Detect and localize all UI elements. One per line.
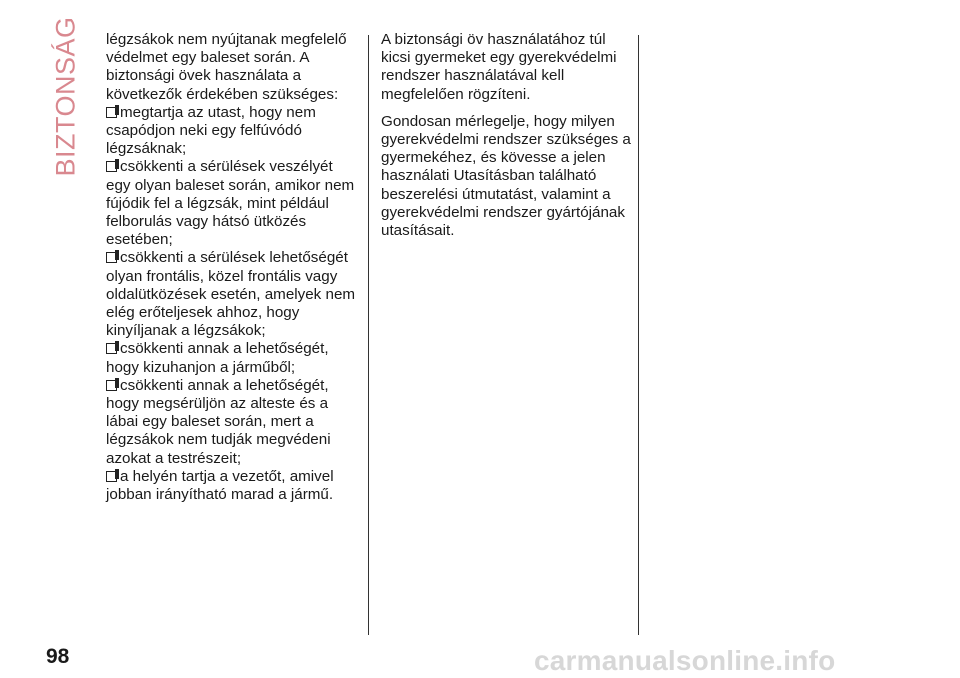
list-item xyxy=(106,249,361,340)
list-item-text: csökkenti a sérülések lehetőségét olyan frontális, közel frontális vagy oldalütközések esetén, amelyek nem elég erőteljesek ahhoz, hogy kinyíljanak a légzsákok; xyxy=(106,249,356,340)
square-bullet-icon xyxy=(106,161,117,172)
page-number: 98 xyxy=(46,645,70,668)
list-item xyxy=(106,468,361,504)
right-column xyxy=(381,31,631,249)
paragraph: Gondosan mérlegelje, hogy milyen gyerekvédelmi rendszer szükséges a gyermekéhez, és kövesse a jelen használati Utasításban található beszerelési útmutatást, valamint a gyerekvédelmi rendszer gyártójának utasításait. xyxy=(381,112,631,240)
section-label: BIZTONSÁG xyxy=(50,15,81,177)
square-bullet-icon xyxy=(106,252,117,263)
list-item xyxy=(106,104,361,159)
list-item-text: a helyén tartja a vezetőt, amivel jobban irányítható marad a jármű. xyxy=(106,467,334,504)
square-bullet-icon xyxy=(106,471,117,482)
intro-paragraph: légzsákok nem nyújtanak megfelelő védelmet egy baleset során. A biztonsági övek használata a következők érdekében szükséges: xyxy=(106,31,347,103)
list-item xyxy=(106,377,361,468)
paragraph: A biztonsági öv használatához túl kicsi gyermeket egy gyerekvédelmi rendszer használatával kell megfelelően rögzíteni. xyxy=(381,31,617,103)
list-item xyxy=(106,158,361,249)
column-divider xyxy=(368,35,369,635)
section-tab xyxy=(46,15,86,177)
square-bullet-icon xyxy=(106,380,117,391)
left-column xyxy=(106,31,361,504)
square-bullet-icon xyxy=(106,343,117,354)
list-item xyxy=(106,340,361,376)
watermark: carmanualsonline.info xyxy=(534,645,836,676)
list-item-text: csökkenti annak a lehetőségét, hogy megsérüljön az alteste és a lábai egy baleset során, mert a légzsákok nem tudják megvédeni azokat a testrészeit; xyxy=(106,376,331,467)
list-item-text: csökkenti annak a lehetőségét, hogy kizuhanjon a járműből; xyxy=(106,340,329,376)
list-item-text: csökkenti a sérülések veszélyét egy olyan baleset során, amikor nem fújódik fel a légzsák, mint például felborulás vagy hátsó ütközés esetében; xyxy=(106,158,355,249)
column-divider xyxy=(638,35,639,635)
list-item-text: megtartja az utast, hogy nem csapódjon neki egy felfúvódó légzsáknak; xyxy=(106,103,316,158)
square-bullet-icon xyxy=(106,107,117,118)
